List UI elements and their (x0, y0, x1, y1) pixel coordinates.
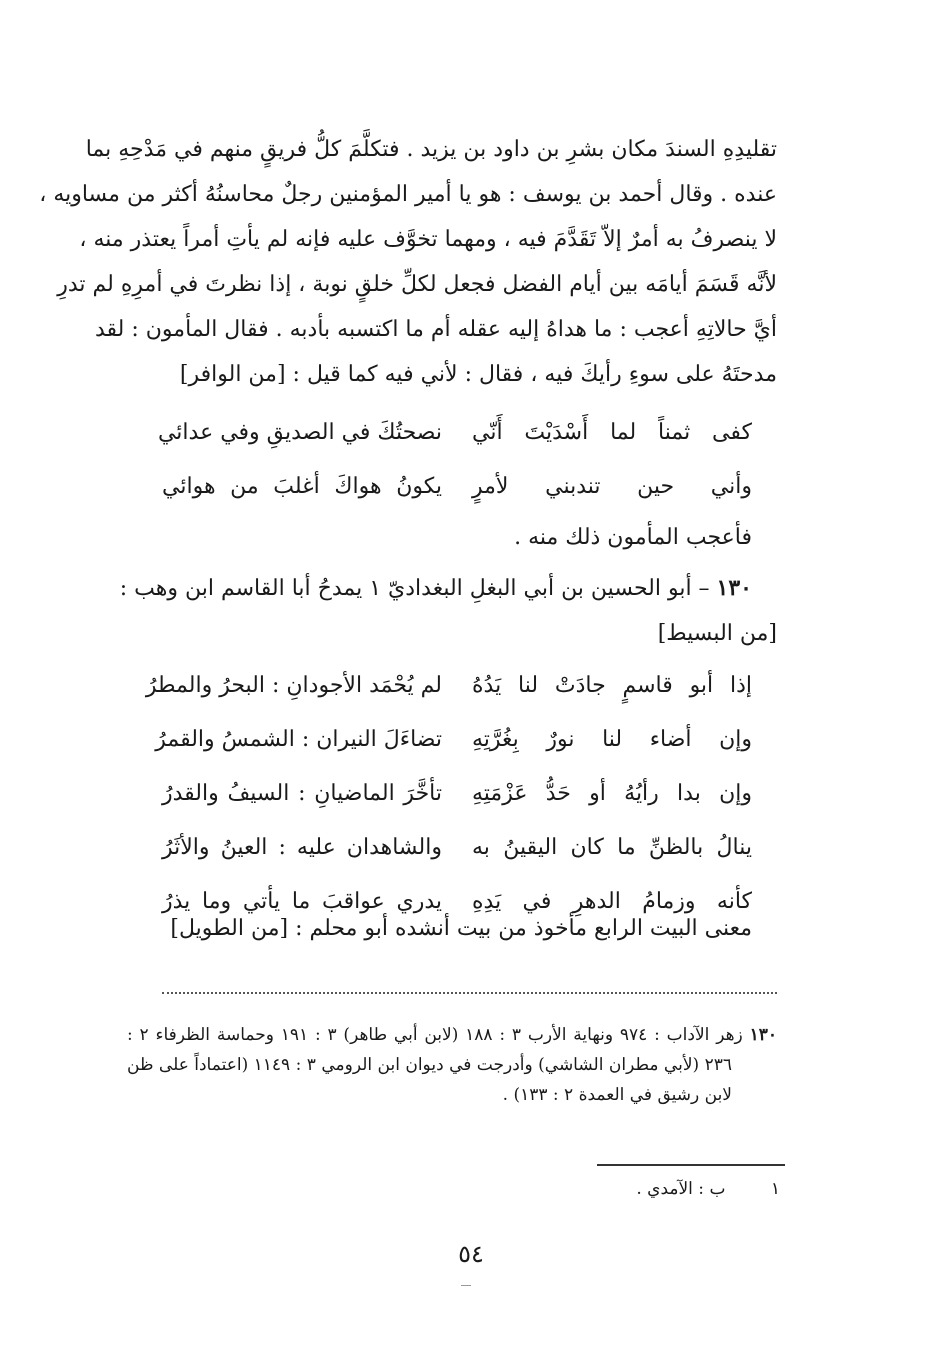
text-line: معنى البيت الرابع مأخوذ من بيت أنشده أبو محلم : [من الطويل] (170, 916, 752, 941)
first-hemistich: كفى ثمناً لما أَسْدَيْتَ أَنّي (472, 420, 752, 445)
first-hemistich: وإن بدا رأيُهُ أو حَدُّ عَزْمَتِهِ (472, 781, 752, 806)
entry-heading-text: – أبو الحسين بن أبي البغلِ البغداديّ ١ يمدحُ أبا القاسم ابن وهب : (119, 576, 710, 601)
prose-line: تقليدِهِ السندَ مكان بشرِ بن داود بن يزيد . فتكلَّمَ كلُّ فريقٍ منهم في مَدْحِهِ بما (85, 137, 777, 162)
second-hemistich: تضاءَلَ النيران : الشمسُ والقمرُ (155, 727, 442, 752)
entry-130 (119, 566, 777, 656)
variant-note (636, 1174, 780, 1204)
prose-line: عنده . وقال أحمد بن يوسف : هو يا أمير المؤمنين رجلٌ محاسنُهُ أكثر من مساويه ، (39, 182, 777, 207)
entry-heading-line (119, 566, 777, 611)
footnote-rule (597, 1164, 785, 1166)
second-hemistich: نصحتُكَ في الصديقِ وفي عدائي (157, 420, 442, 445)
bottom-mark (461, 1285, 471, 1286)
verse-line (162, 767, 752, 821)
poem-basit (145, 659, 752, 929)
verse-line (157, 406, 752, 460)
second-hemistich: لم يُحْمَد الأجودانِ : البحرُ والمطرُ (145, 673, 442, 698)
page-number: ٥٤ (458, 1240, 484, 1268)
prose-paragraph (39, 127, 777, 397)
meter-label: [من البسيط] (657, 621, 777, 646)
verse-line (162, 821, 752, 875)
dotted-separator (162, 992, 777, 994)
first-hemistich: وأني حين تندبني لأمرٍ (472, 474, 752, 499)
text-line: فأعجب المأمون ذلك منه . (514, 525, 752, 550)
prose-line: لا ينصرفُ به أمرٌ إلاّ تَقَدَّمَ فيه ، ومهما تخوَّف عليه فإنه لم يأتِ أمراً يعتذر منه ، (79, 227, 777, 252)
poem-wafir (157, 406, 752, 514)
verse-line (162, 460, 752, 514)
after-poem-text (127, 515, 777, 560)
entry-number: ١٣٠ (716, 575, 752, 601)
note-mark: ١ (770, 1179, 780, 1199)
footnote-line: ٢٣٦ (لأبي مطران الشاشي) وأدرجت في ديوان ابن الرومي ٣ : ١١٤٩ (اعتماداً على ظن (127, 1055, 732, 1075)
first-hemistich: ينالُ بالظنِّ ما كان اليقينُ به (472, 835, 752, 860)
second-hemistich: تأخَّرَ الماضيانِ : السيفُ والقدرُ (162, 781, 442, 806)
verse-line (145, 659, 752, 713)
verse-line (155, 713, 752, 767)
second-hemistich: يدري عواقبَ ما يأتي وما يذرُ (162, 889, 442, 914)
note-text: ب : الآمدي . (636, 1179, 726, 1199)
source-footnote (127, 1020, 777, 1110)
second-hemistich: والشاهدان عليه : العينُ والأثَرُ (162, 835, 442, 860)
first-hemistich: كأنه وزمامُ الدهرِ في يَدِهِ (472, 889, 752, 914)
footnote-line: لابن رشيق في العمدة ٢ : ١٣٣) . (502, 1085, 732, 1105)
footnote-number: ١٣٠ (749, 1025, 777, 1045)
after-poem-text (127, 906, 777, 951)
second-hemistich: يكونُ هواكَ أغلبَ من هوائي (162, 474, 442, 499)
prose-line: مدحتَهُ على سوءِ رأيكَ فيه ، فقال : لأني فيه كما قيل : [من الوافر] (179, 362, 777, 387)
prose-line: أيَّ حالاتِهِ أعجب : ما هداهُ إليه عقله أم ما اكتسبه بأدبه . فقال المأمون : لقد (94, 317, 777, 342)
footnote-text: زهر الآداب : ٩٧٤ ونهاية الأرب ٣ : ١٨٨ (لابن أبي طاهر) ٣ : ١٩١ وحماسة الظرفاء ٢ : (127, 1025, 743, 1045)
first-hemistich: وإن أضاء لنا نورٌ بِغُرَّتِهِ (472, 727, 752, 752)
first-hemistich: إذا أبو قاسمٍ جادَتْ لنا يَدُهُ (472, 673, 752, 698)
prose-line: لأنَّه قَسَمَ أيامَه بين أيام الفضل فجعل لكلِّ خلقٍ نوبة ، إذا نظرتَ في أمرِهِ لم تدرِ (57, 272, 777, 297)
footnote-line (127, 1020, 777, 1050)
